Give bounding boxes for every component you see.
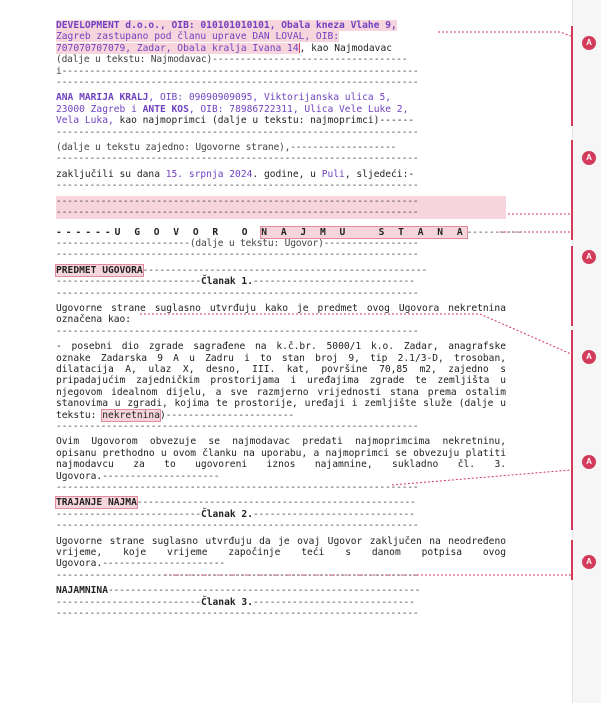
separator: ----------------------------------------------------------------- xyxy=(56,482,419,494)
party2-line3: Vela Luka, kao najmoprimci (dalje u tekstu: najmoprimci)------ xyxy=(56,115,415,127)
document-page xyxy=(56,20,523,620)
comment-bar-3[interactable] xyxy=(571,246,573,326)
together-line: (dalje u tekstu zajedno: Ugovorne strane),------------------- xyxy=(56,142,397,154)
comment-bar-4[interactable] xyxy=(571,330,573,450)
section1-duty: Ovim Ugovorom obvezuje se najmodavac predati najmoprimcima nekretninu, opisanu prethodno u ovom članku na uporabu, a najmoprimci se obvezuju platiti najmodavcu za to ugovoreni iznos najamnine, sukladno čl. 3. Ugovora.--------------------- xyxy=(56,436,506,482)
highlighted-blank-band[interactable]: ----------------------------------------------------------------- ----------------------------------------------------------------- xyxy=(56,196,506,219)
party1-line1: DEVELOPMENT d.o.o., OIB: 010101010101, Obala kneza Vlahe 9, xyxy=(56,20,397,31)
comment-badge-6[interactable]: A xyxy=(582,555,596,569)
comment-bar-6[interactable] xyxy=(571,540,573,580)
party1-line3[interactable]: 707070707079, Zadar, Obala kralja Ivana 14, kao Najmodavac xyxy=(56,42,393,54)
section2-body: Ugovorne strane suglasno utvrđuju da je ovaj Ugovor zaključen na neodređeno vrijeme, koje vrijeme započinje teći s danom potpisa ovog Ugovora.---------------------- xyxy=(56,535,506,570)
section1-intro: Ugovorne strane suglasno utvrđuju kako je predmet ovog Ugovora nekretnina označena kao: xyxy=(56,302,506,326)
party2-line1: ANA MARIJA KRALJ, OIB: 09090909095, Viktorijanska ulica 5, xyxy=(56,92,392,104)
comment-badge-1[interactable]: A xyxy=(582,36,596,50)
party1-line5: i---------------------------------------------------------------- xyxy=(56,65,419,77)
comment-badge-5[interactable]: A xyxy=(582,455,596,469)
section2-article: --------------------------Članak 2.----------------------------- xyxy=(56,508,415,520)
title-najmu-stana: N A J M U S T A N A xyxy=(261,226,467,238)
separator: ----------------------------------------------------------------- xyxy=(56,180,419,192)
section1-heading: PREDMET UGOVORA--------------------------------------------------- xyxy=(56,264,428,276)
section3-heading: NAJAMNINA-------------------------------------------------------- xyxy=(56,585,421,597)
section3-article: --------------------------Članak 3.----------------------------- xyxy=(56,596,415,608)
separator: ----------------------------------------------------------------- xyxy=(56,569,419,581)
separator: ----------------------------------------------------------------- xyxy=(56,520,419,532)
comment-badge-4[interactable]: A xyxy=(582,350,596,364)
separator: ----------------------------------------------------------------- xyxy=(56,126,419,138)
party1-line2: Zagreb zastupano pod članu uprave DAN LOVAL, OIB: xyxy=(56,31,340,43)
party2-line2: 23000 Zagreb i ANTE KOS, OIB: 78986722311, Ulica Vele Luke 2, xyxy=(56,103,409,115)
separator: ----------------------------------------------------------------- xyxy=(56,287,419,299)
separator: ----------------------------------------------------------------- xyxy=(56,249,419,261)
comment-bar-2[interactable] xyxy=(571,140,573,240)
separator: ----------------------------------------------------------------- xyxy=(56,153,419,165)
comment-badge-3[interactable]: A xyxy=(582,250,596,264)
party1-line4: (dalje u tekstu: Najmodavac)----------------------------------- xyxy=(56,54,408,66)
contract-title: ------U G O V O R O N A J M U S T A N A---------- xyxy=(56,226,523,238)
separator: ----------------------------------------------------------------- xyxy=(56,608,419,620)
comment-badge-2[interactable]: A xyxy=(582,151,596,165)
comment-bar-5[interactable] xyxy=(571,450,573,530)
section2-heading: TRAJANJE NAJMA-------------------------------------------------- xyxy=(56,497,416,509)
section1-body: - posebni dio zgrade sagrađene na k.č.br. 5000/1 k.o. Zadar, anagrafske oznake Zadarska 9 A u Zadru i to stan broj 9, tip 2.1/3-D, trosoban, dilatacija A, ulaz X, desno, III. kat, površine 70,85 m2, zajedno s pripadajućim zajedničkim prostorijama i uređajima zgrade te zemljišta u njegovom idealnom dijelu, a sve razmjerno vrijednosti stana prema ostalim stanovima u zgradi, kojima te prostorije, uređaji i zemljište služe (dalje u tekstu: nekretnina)----------------------- xyxy=(56,341,506,421)
nekretnina-term: nekretnina xyxy=(102,409,160,421)
comment-bar-1[interactable] xyxy=(571,26,573,126)
concluded-line: zaključili su dana 15. srpnja 2024. godine, u Puli, sljedeći:- xyxy=(56,168,415,180)
separator: ----------------------------------------------------------------- xyxy=(56,325,419,337)
contract-subtitle: ------------------------(dalje u tekstu: Ugovor)----------------- xyxy=(56,237,419,249)
separator: ----------------------------------------------------------------- xyxy=(56,77,419,89)
separator: ----------------------------------------------------------------- xyxy=(56,421,419,432)
section1-article: --------------------------Članak 1.----------------------------- xyxy=(56,276,415,288)
